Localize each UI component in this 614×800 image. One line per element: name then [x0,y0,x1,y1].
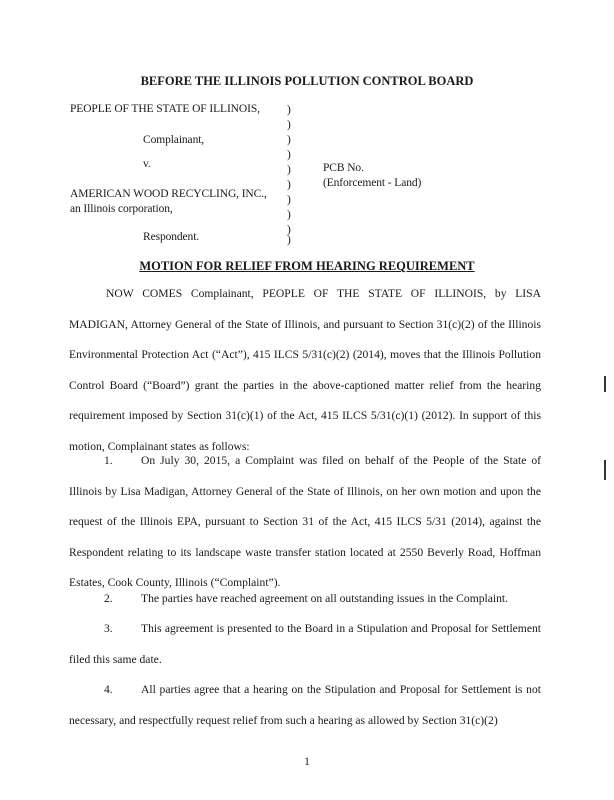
numbered-paragraph: On July 30, 2015, a Complaint was filed on behalf of the People of the State of Illinois by Lisa Madigan, Attorney General of the State of Illinois, on her own motion and upon the request of the Illinois EPA, pursuant to Section 31 of the Act, 415 ILCS 5/31 (2014), against the Respondent relating to its landscape waste transfer station located at 2550 Beverly Road, Hoffman Estates, Cook County, Illinois (“Complaint”). [69,454,541,590]
case-type: (Enforcement - Land) [323,177,422,189]
bracket-line: ) [287,194,291,206]
defendant-role: Respondent. [143,231,200,243]
court-header: BEFORE THE ILLINOIS POLLUTION CONTROL BOARD [140,74,474,88]
bracket-line: ) [287,234,291,246]
bracket-line: ) [287,224,291,236]
bracket-line: ) [287,104,291,116]
plaintiff-role: Complainant, [143,134,205,146]
item-number: 3. [104,622,113,635]
case-number: PCB No. [323,162,364,174]
defendant-name: AMERICAN WOOD RECYCLING, INC., [70,188,267,200]
bracket-line: ) [287,119,291,131]
numbered-paragraph: This agreement is presented to the Board in a Stipulation and Proposal for Settlement filed this same date. [69,622,541,666]
bracket-line: ) [287,134,291,146]
item-number: 1. [104,454,113,467]
scan-artifact [604,460,606,480]
bracket-line: ) [287,179,291,191]
numbered-paragraph: The parties have reached agreement on all outstanding issues in the Complaint. [141,592,509,605]
bracket-line: ) [287,149,291,161]
item-number: 2. [104,592,113,605]
bracket-line: ) [287,164,291,176]
plaintiff-name: PEOPLE OF THE STATE OF ILLINOIS, [70,103,260,115]
defendant-description: an Illinois corporation, [70,203,173,215]
intro-paragraph: NOW COMES Complainant, PEOPLE OF THE STATE OF ILLINOIS, by LISA MADIGAN, Attorney General of the State of Illinois, and pursuant to Section 31(c)(2) of the Illinois Environmental Protection Act (“Act”), 415 ILCS 5/31(c)(2) (2014), moves that the Illinois Pollution Control Board (“Board”) grant the parties in the above-captioned matter relief from the hearing requirement imposed by Section 31(c)(1) of the Act, 415 ILCS 5/31(c)(1) (2012). In support of this motion, Complainant states as follows: [69,287,541,453]
page-number: 1 [304,756,310,768]
bracket-line: ) [287,209,291,221]
numbered-paragraph: All parties agree that a hearing on the Stipulation and Proposal for Settlement is not necessary, and respectfully request relief from such a hearing as allowed by Section 31(c)(2) [69,683,541,727]
motion-title: MOTION FOR RELIEF FROM HEARING REQUIREMENT [139,259,475,273]
scan-artifact [604,376,606,392]
versus-label: v. [143,158,151,170]
item-number: 4. [104,683,113,696]
